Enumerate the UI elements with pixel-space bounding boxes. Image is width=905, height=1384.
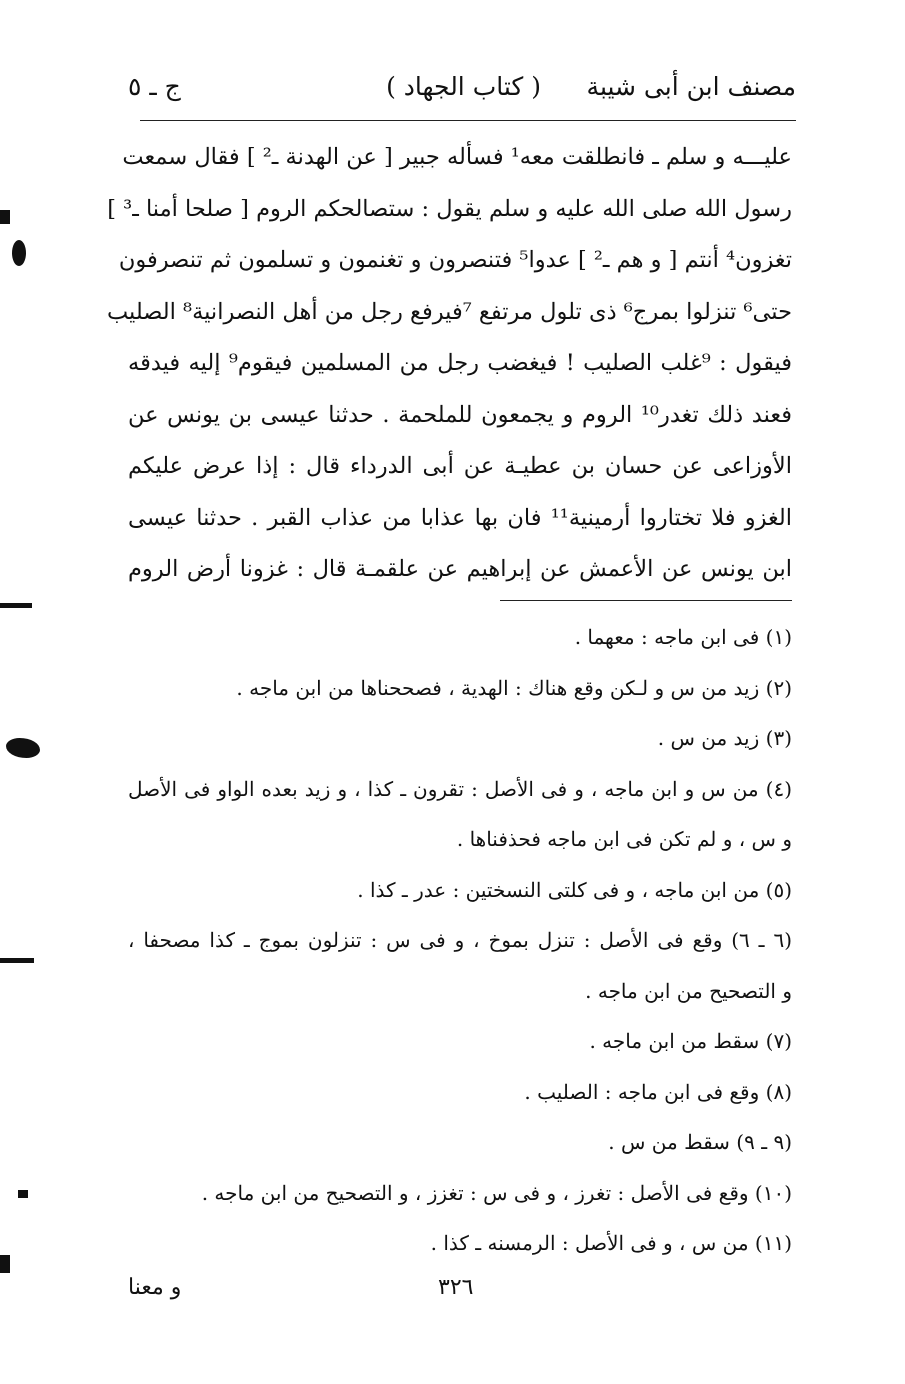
page-number: ٣٢٦ bbox=[438, 1275, 474, 1300]
margin-mark bbox=[0, 958, 34, 963]
text-line: فيقول : ⁹غلب الصليب ! فيغضب رجل من المسلمين فيقوم⁹ إليه فيدقه bbox=[128, 350, 792, 376]
chapter-title: ( كتاب الجهاد ) bbox=[386, 72, 541, 101]
text-line: حتى⁶ تنزلوا بمرج⁶ ذى تلول مرتفع ⁷فيرفع رجل من أهل النصرانية⁸ الصليب bbox=[106, 298, 792, 325]
margin-mark bbox=[6, 738, 40, 758]
main-text bbox=[106, 132, 792, 596]
header-rule bbox=[140, 120, 796, 121]
footnote-line: (٦ ـ ٦) وقع فى الأصل : تنزل بموخ ، و فى س : تنزلون بموج ـ كذا مصحفا ، bbox=[128, 928, 792, 952]
margin-mark bbox=[0, 1255, 10, 1273]
footnote-line: (٩ ـ ٩) سقط من س . bbox=[608, 1130, 792, 1154]
running-header bbox=[128, 66, 796, 108]
catchword: و معنا bbox=[128, 1275, 182, 1300]
text-line: فعند ذلك تغدر¹⁰ الروم و يجمعون للملحمة . حدثنا عيسى بن يونس عن bbox=[128, 401, 792, 428]
text-line: عليـــه و سلم ـ فانطلقت معه¹ فسأله جبير [ عن الهدنة ـ² ] فقال سمعت bbox=[122, 144, 792, 170]
footnote-line: (٣) زيد من س . bbox=[657, 726, 792, 750]
text-line: رسول الله صلى الله عليه و سلم يقول : ستصالحكم الروم [ صلحا أمنا ـ³ ] bbox=[107, 195, 792, 222]
footnote-line: (٨) وقع فى ابن ماجه : الصليب . bbox=[524, 1079, 792, 1104]
footnotes bbox=[128, 612, 792, 1269]
volume-label: ج ـ ٥ bbox=[128, 72, 181, 101]
footnote-line: و س ، و لم تكن فى ابن ماجه فحذفناها . bbox=[456, 827, 792, 851]
footnote-line: (١) فى ابن ماجه : معهما . bbox=[574, 625, 792, 649]
footnote-line: (٢) زيد من س و لـكن وقع هناك : الهدية ، فصححناها من ابن ماجه . bbox=[236, 675, 792, 700]
margin-mark bbox=[0, 210, 10, 224]
text-line: تغزون⁴ أنتم [ و هم ـ² ] عدوا⁵ فتنصرون و تغنمون و تسلمون ثم تنصرفون bbox=[118, 247, 792, 273]
footnote-line: و التصحيح من ابن ماجه . bbox=[585, 978, 792, 1003]
footnote-line: (٤) من س و ابن ماجه ، و فى الأصل : تقرون ـ كذا ، و زيد بعده الواو فى الأصل bbox=[128, 776, 792, 801]
book-title: مصنف ابن أبى شيبة bbox=[586, 72, 796, 101]
footnote-line: (٥) من ابن ماجه ، و فى كلتى النسختين : عدر ـ كذا . bbox=[357, 877, 792, 902]
margin-mark bbox=[18, 1190, 28, 1198]
page-footer bbox=[128, 1268, 796, 1308]
margin-mark bbox=[0, 603, 32, 608]
text-line: ابن يونس عن الأعمش عن إبراهيم عن علقمـة قال : غزونا أرض الروم bbox=[128, 556, 792, 582]
text-line: الأوزاعى عن حسان بن عطيـة عن أبى الدرداء قال : إذا عرض عليكم bbox=[128, 453, 792, 479]
margin-mark bbox=[12, 240, 26, 266]
footnote-line: (١٠) وقع فى الأصل : تغرز ، و فى س : تغزز ، و التصحيح من ابن ماجه . bbox=[201, 1180, 792, 1205]
footnote-line: (٧) سقط من ابن ماجه . bbox=[589, 1029, 792, 1053]
footnote-line: (١١) من س ، و فى الأصل : الرمسنه ـ كذا . bbox=[430, 1231, 792, 1255]
footnote-rule bbox=[500, 600, 792, 601]
text-line: الغزو فلا تختاروا أرمينية¹¹ فان بها عذابا من عذاب القبر . حدثنا عيسى bbox=[128, 504, 792, 531]
